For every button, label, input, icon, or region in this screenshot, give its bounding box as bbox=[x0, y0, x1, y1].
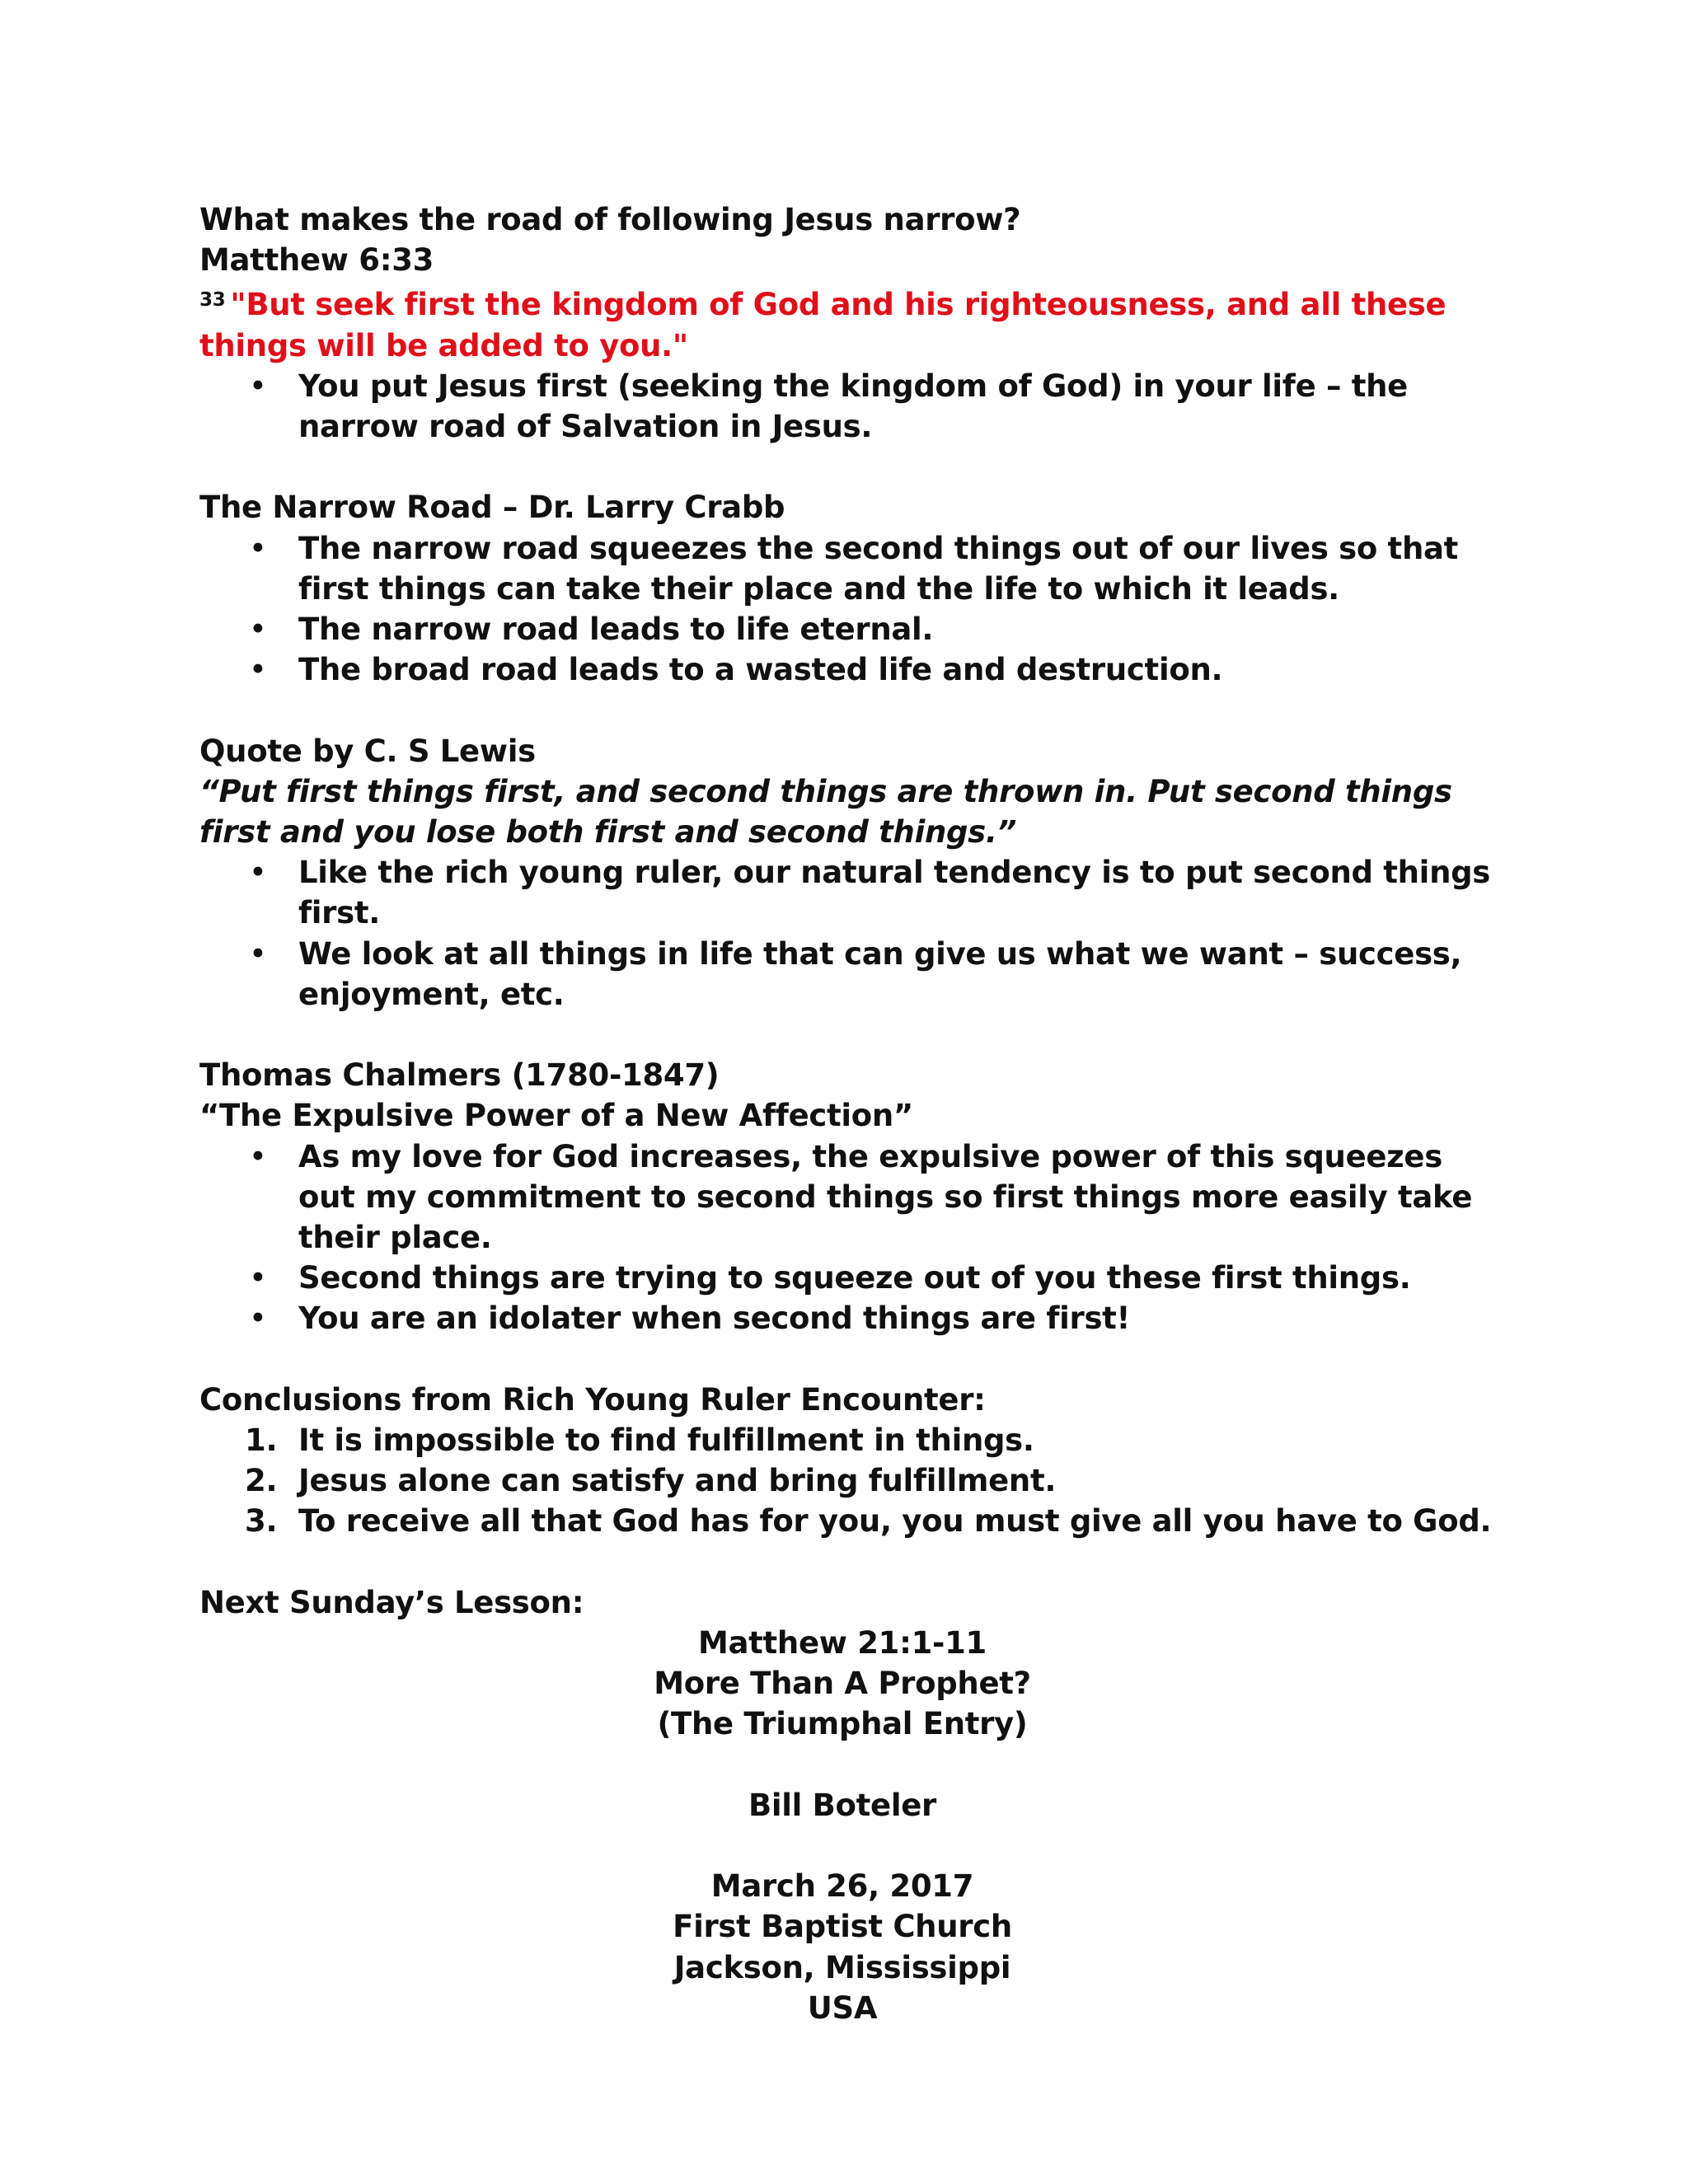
list-number: 1. bbox=[245, 1422, 278, 1459]
conclusions-heading: Conclusions from Rich Young Ruler Encounter: bbox=[199, 1381, 986, 1418]
conclusions-numbered-list bbox=[199, 1420, 1502, 1542]
question-heading: What makes the road of following Jesus narrow? bbox=[199, 202, 1021, 237]
chalmers-subheading: “The Expulsive Power of a New Affection” bbox=[199, 1098, 913, 1134]
bullet-icon: • bbox=[249, 368, 267, 404]
list-item-text: Second things are trying to squeeze out of you these first things. bbox=[298, 1260, 1411, 1296]
list-item bbox=[199, 934, 1502, 1015]
bullet-icon: • bbox=[249, 1301, 267, 1337]
next-lesson-reference: Matthew 21:1-11 bbox=[697, 1625, 987, 1661]
list-item bbox=[199, 609, 1502, 649]
list-number: 2. bbox=[245, 1463, 278, 1499]
list-item bbox=[199, 1420, 1502, 1460]
church-name: First Baptist Church bbox=[673, 1909, 1012, 1945]
list-item-text: You are an idolater when second things are first! bbox=[298, 1301, 1131, 1337]
list-item-text: As my love for God increases, the expulsive power of this squeezes out my commitment to second things so first things more easily take their place. bbox=[298, 1138, 1473, 1256]
list-item-text: Like the rich young ruler, our natural tendency is to put second things first. bbox=[298, 855, 1491, 931]
list-item bbox=[199, 1258, 1502, 1298]
document-page bbox=[199, 199, 1502, 2028]
chalmers-bullet-list bbox=[199, 1137, 1502, 1339]
list-item bbox=[199, 528, 1502, 609]
list-item-text: You put Jesus first (seeking the kingdom of God) in your life – the narrow road of Salvation in Jesus. bbox=[298, 368, 1408, 445]
scripture-verse bbox=[199, 280, 1502, 365]
bullet-icon: • bbox=[249, 530, 267, 566]
bullet-icon: • bbox=[249, 1260, 267, 1296]
bullet-icon: • bbox=[249, 612, 267, 648]
intro-bullet-list bbox=[199, 366, 1502, 447]
next-lesson-block bbox=[199, 1623, 1485, 2028]
list-item-text: The narrow road leads to life eternal. bbox=[298, 612, 934, 648]
list-item bbox=[199, 649, 1502, 690]
church-country: USA bbox=[807, 1990, 878, 2026]
narrow-road-bullet-list bbox=[199, 528, 1502, 691]
list-item bbox=[199, 366, 1502, 447]
scripture-reference: Matthew 6:33 bbox=[199, 242, 434, 279]
list-item-text: To receive all that God has for you, you must give all you have to God. bbox=[298, 1503, 1492, 1540]
lesson-date: March 26, 2017 bbox=[710, 1868, 974, 1905]
next-lesson-subtitle: (The Triumphal Entry) bbox=[657, 1706, 1028, 1742]
verse-number: 33 bbox=[199, 289, 226, 312]
bullet-icon: • bbox=[249, 652, 267, 688]
list-number: 3. bbox=[245, 1503, 278, 1540]
list-item-text: Jesus alone can satisfy and bring fulfillment. bbox=[298, 1463, 1057, 1499]
chalmers-heading: Thomas Chalmers (1780-1847) bbox=[199, 1057, 720, 1094]
lewis-heading: Quote by C. S Lewis bbox=[199, 733, 536, 769]
next-lesson-title: More Than A Prophet? bbox=[654, 1666, 1031, 1702]
verse-text: "But seek first the kingdom of God and his righteousness, and all these things will be added to you." bbox=[199, 287, 1447, 363]
list-item bbox=[199, 1460, 1502, 1501]
list-item bbox=[199, 852, 1502, 933]
bullet-icon: • bbox=[249, 935, 267, 972]
list-item-text: We look at all things in life that can give us what we want – success, enjoyment, etc. bbox=[298, 935, 1462, 1012]
list-item bbox=[199, 1501, 1502, 1541]
list-item bbox=[199, 1137, 1502, 1258]
list-item-text: The broad road leads to a wasted life and destruction. bbox=[298, 652, 1223, 688]
bullet-icon: • bbox=[249, 855, 267, 891]
list-item-text: It is impossible to find fulfillment in things. bbox=[298, 1422, 1034, 1459]
author-name: Bill Boteler bbox=[748, 1787, 936, 1823]
lewis-bullet-list bbox=[199, 852, 1502, 1015]
narrow-road-heading: The Narrow Road – Dr. Larry Crabb bbox=[199, 490, 785, 526]
next-lesson-heading: Next Sunday’s Lesson: bbox=[199, 1584, 584, 1620]
lewis-quote: “Put first things first, and second things are thrown in. Put second things first and you lose both first and second things.” bbox=[199, 773, 1452, 851]
list-item-text: The narrow road squeezes the second things out of our lives so that first things can take their place and the life to which it leads. bbox=[298, 530, 1459, 607]
bullet-icon: • bbox=[249, 1138, 267, 1174]
church-city: Jackson, Mississippi bbox=[673, 1949, 1011, 1985]
list-item bbox=[199, 1298, 1502, 1338]
